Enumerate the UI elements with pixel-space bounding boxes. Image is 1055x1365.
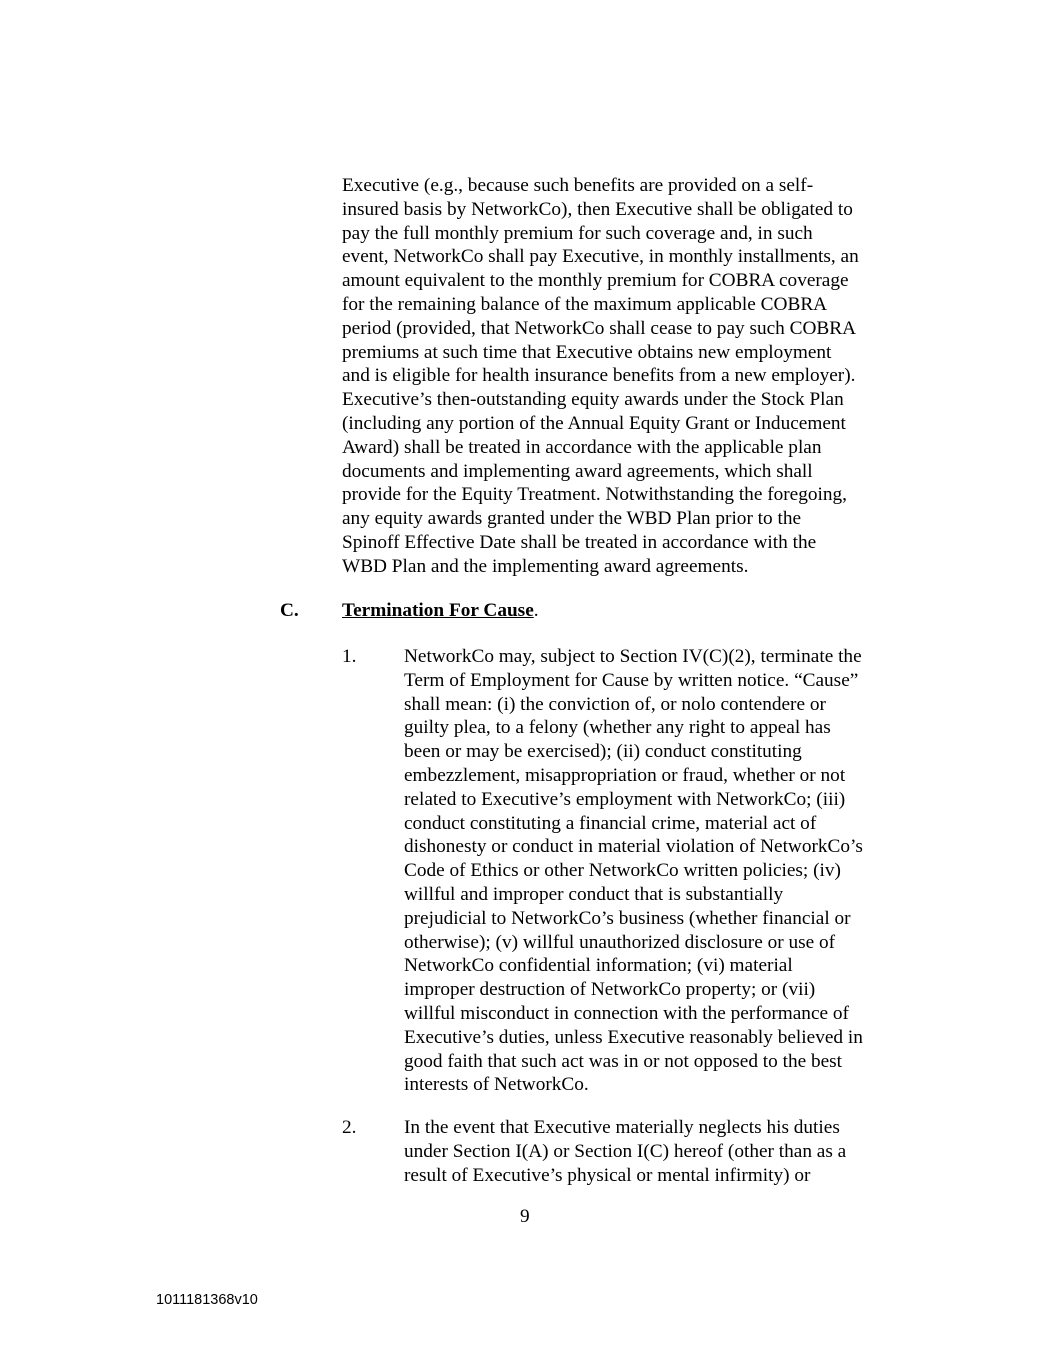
paragraph-line: provide for the Equity Treatment. Notwithstanding the foregoing, [342,484,847,506]
item-line: improper destruction of NetworkCo property; or (vii) [404,979,816,1001]
item-line: willful and improper conduct that is substantially [404,883,784,905]
paragraph-line: any equity awards granted under the WBD Plan prior to the [342,508,802,530]
paragraph-line: WBD Plan and the implementing award agreements. [342,555,749,577]
item-line: NetworkCo confidential information; (vi) material [404,955,793,977]
paragraph-line: period (provided, that NetworkCo shall cease to pay such COBRA [342,317,857,339]
paragraph-line: Executive’s then-outstanding equity awards under the Stock Plan [342,389,844,411]
paragraph-line: for the remaining balance of the maximum applicable COBRA [342,293,828,315]
item-line: willful misconduct in connection with the performance of [404,1002,849,1024]
document-id: 1011181368v10 [156,1292,258,1308]
item-2-body [404,1116,904,1187]
item-line: Executive’s duties, unless Executive reasonably believed in [404,1026,863,1048]
continuation-paragraph [342,174,902,579]
paragraph-line: Spinoff Effective Date shall be treated in accordance with the [342,531,817,553]
item-line: otherwise); (v) willful unauthorized disclosure or use of [404,931,836,953]
item-line: result of Executive’s physical or mental infirmity) or [404,1164,811,1186]
section-letter: C. [280,600,299,621]
section-title-suffix: . [533,600,539,621]
item-number: 2. [342,1117,357,1138]
item-line: Code of Ethics or other NetworkCo written policies; (iv) [404,860,841,882]
item-number: 1. [342,646,357,667]
item-line: related to Executive’s employment with NetworkCo; (iii) [404,788,846,810]
paragraph-line: premiums at such time that Executive obtains new employment [342,341,832,363]
paragraph-line: insured basis by NetworkCo), then Executive shall be obligated to [342,198,853,220]
page-number: 9 [520,1206,530,1227]
section-title: Termination For Cause [342,600,534,621]
item-line: dishonesty or conduct in material violation of NetworkCo’s [404,836,863,858]
paragraph-line: pay the full monthly premium for such coverage and, in such [342,222,813,244]
paragraph-line: amount equivalent to the monthly premium for COBRA coverage [342,270,849,292]
item-line: guilty plea, to a felony (whether any right to appeal has [404,717,831,739]
item-line: under Section I(A) or Section I(C) hereof (other than as a [404,1140,847,1162]
item-line: embezzlement, misappropriation or fraud, whether or not [404,764,846,786]
item-line: good faith that such act was in or not opposed to the best [404,1050,843,1072]
paragraph-line: Award) shall be treated in accordance with the applicable plan [342,436,822,458]
paragraph-line: documents and implementing award agreements, which shall [342,460,813,482]
paragraph-line: event, NetworkCo shall pay Executive, in monthly installments, an [342,246,859,268]
paragraph-line: Executive (e.g., because such benefits are provided on a self- [342,175,814,196]
paragraph-line: and is eligible for health insurance benefits from a new employer). [342,365,856,387]
paragraph-line: (including any portion of the Annual Equity Grant or Inducement [342,412,846,434]
item-line: Term of Employment for Cause by written notice. “Cause” [404,669,859,691]
item-line: been or may be exercised); (ii) conduct constituting [404,741,802,763]
item-line: NetworkCo may, subject to Section IV(C)(2), terminate the [404,646,862,667]
item-line: conduct constituting a financial crime, material act of [404,812,817,834]
item-1-body [404,645,904,1097]
section-heading [342,599,539,623]
item-line: shall mean: (i) the conviction of, or nolo contendere or [404,693,826,715]
item-line: prejudicial to NetworkCo’s business (whether financial or [404,907,851,929]
item-line: interests of NetworkCo. [404,1074,589,1096]
item-line: In the event that Executive materially neglects his duties [404,1117,840,1138]
